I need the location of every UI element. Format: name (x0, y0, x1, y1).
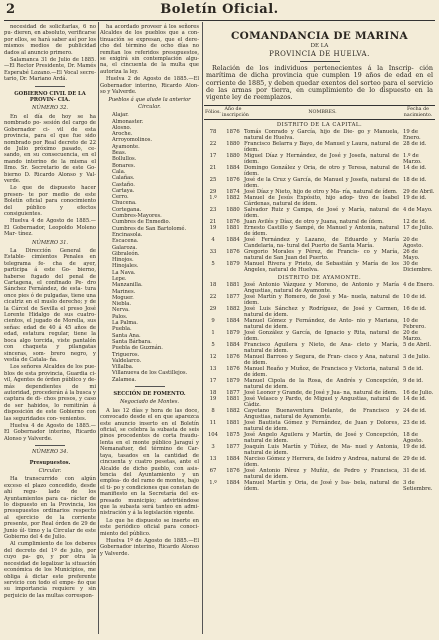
table-row (204, 318, 435, 330)
town-item: Cumbres-Mayores. (112, 213, 162, 220)
folio-cell: 13 (209, 455, 217, 462)
table-row (204, 396, 435, 408)
birth-date-cell: 30 de Diciembre. (403, 260, 433, 273)
paragraph: En el día de hoy se ha nombrado po- sesión del cargo de Gobernador ci- vil de esta provincia, para el que fue sido nombrado por Real decreto de 22 de Julio próximo pasado, ce- sando, en su consecuencia, en el mando interino de la misma el Ilmo. Sr. Secretario de este Go- bierno D. Ricardo Alonso y Val- verde. (4, 113, 96, 184)
folio-cell: 29 (209, 188, 217, 195)
name-cell: José Velasco y Pardo, de Miguel y Angustias, natural de Cádiz. (244, 395, 399, 408)
section-number: NÚMERO 31. (31, 239, 69, 246)
year-cell: 1877 (226, 389, 240, 396)
year-cell: 1876 (226, 353, 240, 360)
name-cell: Narciso Gómez y Herrera, de Isidro y Andrea, natural de ídem. (244, 455, 399, 468)
table-row (204, 249, 435, 261)
table-row (204, 237, 435, 249)
birth-date-cell: 14 de id. (403, 395, 427, 402)
paragraph: necesidad de solicitarlas, 6 no pu- dieren, en absoluto, verificarse por ellos, se hará saber así por los mismos medios de publicidad dados al anuncio primero. (4, 24, 96, 56)
table-body (204, 119, 435, 492)
town-item: Bollullos. (112, 156, 137, 163)
town-item: Puebla de Guzmán. (112, 345, 163, 352)
district-row (204, 273, 435, 282)
table-row (204, 468, 435, 480)
folio-cell: 21 (209, 218, 217, 225)
section-subtitle: Negociado de Montes. (119, 399, 180, 406)
town-item: Niebla. (112, 301, 131, 308)
table-row (204, 165, 435, 177)
folio-cell: 104 (207, 431, 219, 438)
folio-cell: 8 (211, 407, 215, 414)
town-item: Villanueva de los Castillejos. (112, 370, 188, 377)
year-cell: 1876 (226, 128, 240, 135)
town-item: Marines. (112, 288, 136, 295)
year-cell: 1884 (226, 479, 240, 486)
table-row (204, 207, 435, 219)
birth-date-cell: 28 de id. (403, 140, 427, 147)
year-cell: 1881 (226, 281, 240, 288)
birth-date-cell: 19 de id. (403, 443, 427, 450)
name-cell: José Angelo Aguilera y Martín, de José y Concepción, natural de ídem. (244, 431, 399, 444)
name-cell: Joaquín Luis Martín y Túñez, de Ma- nuel y Antonia, natural de ídem. (244, 443, 399, 456)
birth-date-cell: 23 de id. (403, 419, 427, 426)
name-cell: Salvador Ruiz y Campa, de José y María, natural de ídem. (244, 206, 399, 219)
table-row (204, 456, 435, 468)
town-item: La Palma. (112, 320, 138, 327)
folio-cell: 5 (211, 341, 215, 348)
section-title: Presupuestos. (29, 459, 71, 466)
header-rule (4, 20, 435, 21)
town-item: Manzanilla. (112, 282, 143, 289)
name-cell: José Fernández y Lazano, de Eduardo y María Candelaria, na- tural del Puerto de Santa María. (244, 236, 399, 249)
folio-cell: 11 (209, 419, 217, 426)
table-row (204, 141, 435, 153)
folio-cell: 17 (209, 377, 217, 384)
folio-cell: 19 (209, 224, 217, 231)
year-cell: 1884 (226, 455, 240, 462)
year-cell: 1874 (226, 188, 240, 195)
town-item: Almonaster. (112, 118, 144, 125)
year-cell: 1876 (226, 365, 240, 372)
year-cell: 1882 (226, 407, 240, 414)
birth-date-cell: 14 de id. (403, 164, 427, 171)
year-cell: 1882 (226, 194, 240, 201)
paragraph: Lo que de dispuesto hacer presen- te por medio de este Boletín oficial para conocimiento del público y efectos consiguientes. (4, 185, 96, 217)
birth-date-cell: 16 de Julio. (403, 389, 434, 396)
birth-date-cell: 10 de id. (403, 293, 427, 300)
name-cell: Gregorio Morales y Pérez, de Francis- co y María, natural de San Juan del Puerto. (244, 248, 399, 261)
name-cell: José Luis Sánchez y Rodríguez, de José y Carmen, natural de ídem. (244, 305, 399, 318)
birth-date-cell: 5 de id. (403, 365, 424, 372)
table-row (204, 366, 435, 378)
folio-cell: 25 (209, 176, 217, 183)
folio-cell: 17 (209, 152, 217, 159)
birth-date-cell: 26 de Mayo. (403, 248, 420, 261)
town-item: Bonares. (112, 162, 136, 169)
town-item: Cortegana. (112, 206, 142, 213)
paragraph: ha acordado proveer á los señores Alcaldes de los pueblos que a con- tinuación se expresan, que el dere- cho del término de ocho días no remitan los referidos presupuestos, se exigirá sin contemplación algu- na, el cincuenta de la multa que autoriza la ley. (100, 24, 199, 75)
year-cell: 1879 (226, 260, 240, 267)
name-cell: Manuel Barroso y Segura, de Fran- cisco y Ana, natural de ídem. (244, 353, 399, 366)
section-subtitle: DE LA (310, 43, 329, 49)
town-item: Alosno. (112, 124, 132, 131)
town-item: Gibraleón. (112, 250, 140, 257)
town-item: Aroche. (112, 131, 133, 138)
column-two (100, 24, 199, 558)
table-row (204, 129, 435, 141)
paragraph: Al cumplimiento de los deberes del decreto del 1º de julio, por cuyo pa- go, y por otra la necesidad de legalizar la situación económica de los Municipios, me obliga á dictar este preferente servicio con todo el empe- ño que su importancia requiere y sin perjuicio de las multas correspon- (4, 541, 96, 599)
year-cell: 1881 (226, 224, 240, 231)
section-subtitle: PROVINCIA DE HUELVA. (269, 50, 370, 58)
name-cell: José Antonio Vázquez y Moreno, de Antonio y María Angustias, natural de Ayamonte. (244, 281, 399, 294)
name-cell: Miguel Díaz y Hernández, de José y Josefa, natural de ídem. (244, 152, 399, 165)
list-title: Pueblos á que alude la anterior Circular. (108, 97, 191, 110)
folio-cell: 21 (209, 164, 217, 171)
name-cell: José Bautista Gómez y Fernández, de Juan y Dolores, natural de ídem. (244, 419, 399, 432)
table-row (204, 195, 435, 207)
name-cell: Manuel de Jesús Expósito, hijo adop- tivo de Isabel Cárdenas, natural de ídem. (244, 194, 399, 207)
table-row (204, 153, 435, 165)
paragraph: Huelva 1º de Agosto de 1885.—El Gobernador interino, Ricardo Alonso y Valverde. (100, 537, 199, 557)
name-cell: José Díaz y Nieto, hijo de otro y Ma- ría, natural de ídem. (244, 188, 398, 195)
town-item: Cumbres de San Bartolomé. (112, 225, 187, 232)
birth-date-cell: 10 de Febrero. (403, 317, 426, 330)
name-cell: Manuel Martín y Oria, de José y Isa- bela, natural de ídem. (244, 479, 399, 492)
name-cell: Manuel Reaño y Muñoz, de Francisco y Victoria, natural de ídem. (244, 365, 399, 378)
table-row (204, 225, 435, 237)
year-cell: 1876 (226, 467, 240, 474)
name-cell: José de la Cruz y García, de Manuel y Josefa, natural de ídem. (244, 176, 399, 189)
town-item: Galaroza. (112, 244, 138, 251)
birth-date-cell: 29 de Abril. (403, 188, 435, 195)
separator (35, 86, 65, 87)
table-row (204, 282, 435, 294)
town-item: Hinojos. (112, 257, 134, 264)
table-row (204, 354, 435, 366)
folio-cell: 22 (209, 293, 217, 300)
year-cell: 1876 (226, 176, 240, 183)
year-cell: 1884 (226, 341, 240, 348)
town-item: Escacena. (112, 238, 139, 245)
name-cell: Manuel Rivera y Prieto, de Sebastián y María de los Ángeles, natural de Huelva. (244, 260, 399, 273)
table-row (204, 432, 435, 444)
name-cell: Tomás Conrado y García, hijo de Die- go y Manuela, natural de Huelva. (244, 128, 399, 141)
name-cell: José González y García, de Ignacio y Rita, natural de ídem. (244, 329, 399, 342)
folio-cell: 22 (209, 140, 217, 147)
year-cell: 1879 (226, 377, 240, 384)
town-item: Cala. (112, 168, 126, 175)
town-item: Cerro. (112, 194, 129, 201)
birth-date-cell: 16 de id. (403, 305, 427, 312)
folio-cell: 18 (209, 281, 217, 288)
town-item: Arroyomolinos. (112, 137, 153, 144)
town-item: Santa Ana. (112, 332, 141, 339)
folio-cell: 23 (209, 206, 217, 213)
table-header-row (204, 106, 435, 119)
year-cell: 1879 (226, 329, 240, 336)
name-cell: Francisco Belarra y Bayo, de Manuel y Laura, natural de ídem. (244, 140, 399, 153)
column-header-folio: Fólios. (204, 106, 222, 119)
town-item: Castaño. (112, 181, 135, 188)
section-title: SECCIÓN DE FOMENTO. (113, 391, 186, 398)
paragraph: Ha transcurrido con algún exceso el plazo concedido, desde ahí regu- lado de los Ayuntamientos para ca- rácter de lo dispuesto en la Provincia, los presupuestos ordinarios respecto al ejercicio de la corriente presente, por Real órden de 29 de Junio úl- timo y la Circular de este Gobierno del 4 de Julio. (4, 476, 96, 541)
paragraph: Salamanca 31 de Julio de 1885.—El Rector Presidente, Dr. Mamés Esperabé Lozano.—El Vocal secre- tario, Dr. Mariano Ardá. (4, 57, 96, 83)
folio-cell: 1.º (209, 194, 217, 201)
town-item: Moguer. (112, 294, 134, 301)
year-cell: 1880 (226, 206, 240, 213)
page-number: 2 (6, 2, 16, 17)
name-cell: Domingo González y Oria, de otro y Teresa, natural de ídem. (244, 164, 399, 177)
name-cell: Cayetano Buenaventura Delante, de Francisco y Angustias, natural de Ayamonte. (244, 407, 399, 420)
birth-date-cell: 18 de Agosto. (403, 431, 424, 444)
column-divider (202, 22, 203, 634)
section-title: COMANDANCIA DE MARINA (230, 30, 408, 42)
town-item: Zalamea. (112, 376, 137, 383)
town-item: Chucena. (112, 200, 137, 207)
town-item: Puebla. (112, 326, 132, 333)
year-cell: 1884 (226, 164, 240, 171)
birth-date-cell: 20 de Agosto. (403, 236, 424, 249)
town-item: Encinasola. (112, 231, 143, 238)
folio-cell: 29 (209, 305, 217, 312)
table-row (204, 306, 435, 318)
year-cell: 1881 (226, 419, 240, 426)
year-cell: 1882 (226, 305, 240, 312)
column-divider (98, 22, 99, 634)
separator (35, 445, 65, 446)
year-cell: 1880 (226, 152, 240, 159)
marina-section (204, 24, 435, 492)
district-row (204, 119, 435, 129)
section-number: NÚMERO 34. (31, 449, 69, 456)
birth-date-cell: 9 de id. (403, 377, 424, 384)
folio-cell: 78 (209, 128, 217, 135)
table-row (204, 294, 435, 306)
birth-date-cell: 17 de Julio. (403, 224, 434, 231)
folio-cell: 67 (209, 467, 217, 474)
page-header (4, 2, 435, 18)
section-number: NÚMERO 32. (31, 105, 69, 112)
table-row (204, 408, 435, 420)
town-item: Ayamonte. (112, 143, 140, 150)
name-cell: Juan Avilés y Díaz, de otro y Juana, natural de ídem. (244, 218, 384, 225)
town-item: Villalba. (112, 364, 134, 371)
town-item: Cumbres de Enmedio. (112, 219, 171, 226)
birth-date-cell: 12 de id. (403, 218, 427, 225)
year-cell: 1884 (226, 317, 240, 324)
journal-title: Boletín Oficial. (160, 2, 279, 17)
paragraph: La Dirección General de Estable- cimientos Penales en telegrama fe- cha de ayer, participa á este Go- bierno, haberse fugado del penal de Cartagena, el confinado Pe- dro Sánchez Fernández, de esta- tura once pies ó de pulgadas, tiene una cicatriz en el muslo derecho; y de la Cárcel de Sevilla el preso José Lorente Hidalgo de sus cuatro- cientos, el jugado de Morella, sus señas: edad de 40 á 45 años de edad, estatura regular, tiene la boca algo torcida, viste pantalón con chaqueta y pilangatas sinceras, som- brero negro, y vestía de Catala- ña. (4, 248, 96, 363)
section-subtitle: Circular. (38, 468, 62, 474)
birth-date-cell: 18 de id. (403, 176, 427, 183)
column-one (4, 24, 96, 600)
birth-date-cell: 31 de id. (403, 467, 427, 474)
year-cell: 1880 (226, 140, 240, 147)
table-row (204, 342, 435, 354)
birth-date-cell: 24 de id. (403, 407, 427, 414)
table-row (204, 177, 435, 189)
town-item: Santa Bárbara. (112, 338, 152, 345)
year-cell: 1876 (226, 218, 240, 225)
paragraph: Huelva 2 de Agosto de 1885.—El Gobernador interino, Ricardo Alon- so y Valverde. (100, 76, 199, 96)
table-row (204, 378, 435, 390)
year-cell: 1881 (226, 395, 240, 402)
district-title: DISTRITO DE LA CAPITAL. (276, 121, 363, 128)
birth-date-cell: 4 de Enero. (403, 281, 434, 288)
folio-cell: 33 (209, 248, 217, 255)
town-item: Palos. (112, 313, 128, 320)
column-header-date: Fecha de nacimiento. (401, 106, 435, 119)
table-row (204, 261, 435, 273)
column-header-year: Año de inscripción (222, 107, 249, 118)
folio-cell: 19 (209, 395, 217, 402)
town-item: La Nava. (112, 269, 136, 276)
separator (300, 61, 340, 62)
name-cell: Ernesto Castillo y Sampé, de Manuel y Antonia, natural de ídem. (244, 224, 399, 237)
folio-cell: 12 (209, 353, 217, 360)
town-item: Beas. (112, 150, 127, 157)
town-item: Cartaya. (112, 187, 135, 194)
paragraph: Lo que he dispuesto se inserte en este periódico oficial para conoci- miento del público. (100, 517, 199, 537)
name-cell: José Leonor y Grande, de José y Jua- na, natural de ídem. (244, 389, 398, 396)
folio-cell: 18 (209, 389, 217, 396)
column-header-names: NOMBRES. (244, 106, 401, 119)
town-item: Alajar. (112, 112, 129, 119)
birth-date-cell: 29 de id. (403, 455, 427, 462)
year-cell: 1884 (226, 236, 240, 243)
birth-date-cell: 5 de Abril. (403, 341, 432, 348)
paragraph: Huelva 4 de Agosto de 1885.—El Gobernador interino, Ricardo Alonso y Valverde. (4, 422, 96, 442)
town-item: Valdelarco. (112, 357, 142, 364)
conscript-table (204, 105, 435, 491)
paragraph: Los señores Alcaldes de los pue- blos de esta provincia, Guardia ci- vil, Agentes de órden público y de- más dependientes de mi autoridad, procederán á la busca y captura de di- chos presos, y caso de ser habidos, lo remitirán á disposición de este Gobierno con las seguridades con- venientes. (4, 364, 96, 422)
table-row (204, 330, 435, 342)
folio-cell: 3 (211, 443, 215, 450)
folio-cell: 4 (211, 236, 215, 243)
name-cell: Manuel Gómez y Fernández, de Anto- nio y Mariana, natural de ídem. (244, 317, 399, 330)
year-cell: 1877 (226, 443, 240, 450)
name-cell: José Antonio Pérez y Muñiz, de Pedro y Francisca, natural de ídem. (244, 467, 399, 480)
paragraph: Huelva 4 de Agosto de 1885.—El Gobernador, Leopoldo Moleno Mar- tínez. (4, 218, 96, 238)
table-row (204, 444, 435, 456)
town-item: Nerva. (112, 307, 130, 314)
town-list (100, 112, 199, 383)
year-cell: 1875 (226, 431, 240, 438)
birth-date-cell: 4 de Mayo. (403, 206, 433, 213)
town-item: Hinojales. (112, 263, 139, 270)
birth-date-cell: 19 de Enero. (403, 128, 421, 141)
district-title: DISTRITO DE AYAMONTE. (277, 274, 362, 281)
folio-cell: 13 (209, 365, 217, 372)
folio-cell: 9 (211, 317, 215, 324)
name-cell: Francisco Aguilera y Nieto, de Ana- cleto y María, natural de ídem. (244, 341, 399, 354)
name-cell: Manuel Cipola de la Rosa, de Andrés y Concepción, natural de ídem. (244, 377, 399, 390)
year-cell: 1877 (226, 293, 240, 300)
folio-cell: 1 (211, 329, 215, 336)
intro-paragraph: Relación de los individuos pertenecientes á la Inscrip- ción marítima de dicha provincia que cumplen 19 años de edad en el corriente de 1885, y deben quedar exentos del sorteo para el servicio de las armas por tierra, en cumplimiento de lo dispuesto en la vigente ley de reemplazos. (206, 64, 433, 102)
birth-date-cell: 1.º de Marzo. (403, 152, 422, 165)
year-cell: 1876 (226, 248, 240, 255)
folio-cell: 1.º (209, 479, 217, 486)
town-item: Calañas. (112, 175, 135, 182)
birth-date-cell: 19 de id. (403, 194, 427, 201)
birth-date-cell: 20 de Marzo. (403, 329, 422, 342)
paragraph: A las 12 días y hora de las doce, convocado desde el en que aparezca este anuncio inserto en el Boletín oficial, se celebra la subasta de seis pinos procedentes de corta fraudu- lenta en el monte público Jaraguí y Nemanafuer, del término de Car- taya, tasados en la cantidad de cincuenta y cuatro pesetas, ante el Alcalde de dicho pueblo, con asis- tencia del Ayuntamiento y un emplea- do del ramo de montes, bajo el ti- po y condiciones que constan de manifiesto en la Secretaría del ex- presado municipio; advirtiéndose que la subasta será tanteo en admi- nistración y á la legislación vigente. (100, 407, 199, 517)
section-title: GOBIERNO CIVIL DE LA PROVIN- CIA. (14, 90, 86, 104)
table-row (204, 420, 435, 432)
folio-cell: 5 (211, 260, 215, 267)
birth-date-cell: 3 de Setiembre. (403, 479, 433, 492)
name-cell: José Martín y Romero, de José y Ma- nuela, natural de ídem. (244, 293, 399, 306)
town-item: Lepe. (112, 276, 127, 282)
birth-date-cell: 3 de Julio. (403, 353, 430, 360)
table-row (204, 480, 435, 492)
separator (135, 386, 165, 387)
town-item: Trigueros. (112, 351, 140, 358)
